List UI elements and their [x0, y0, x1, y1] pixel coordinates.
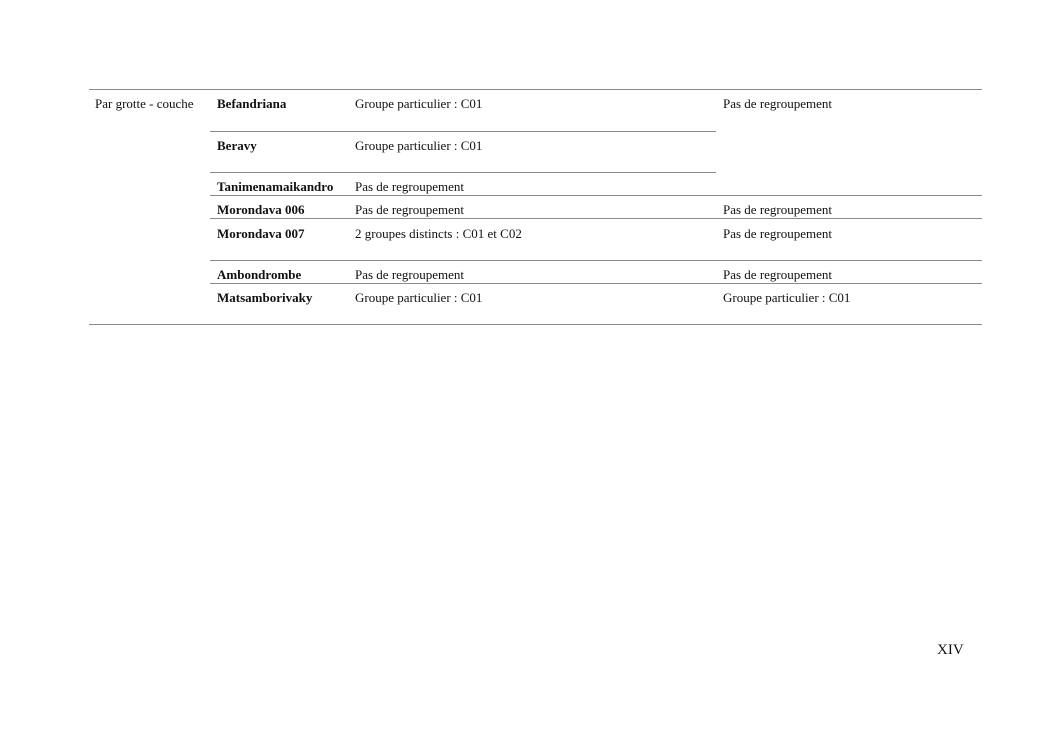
site-name: Beravy: [217, 138, 257, 153]
grouping-cell: Pas de regroupement: [723, 267, 833, 282]
grouping-cell: Pas de regroupement: [723, 202, 833, 217]
grouping-cell: Pas de regroupement: [355, 202, 465, 217]
table-top-rule: [89, 89, 982, 90]
row-divider: [210, 260, 982, 261]
grouping-cell: 2 groupes distincts : C01 et C02: [355, 226, 522, 241]
site-name: Ambondrombe: [217, 267, 302, 282]
row-divider: [210, 172, 716, 173]
grouping-cell: Pas de regroupement: [355, 179, 465, 194]
grouping-cell: Pas de regroupement: [355, 267, 465, 282]
grouping-cell: Groupe particulier : C01: [723, 290, 851, 305]
site-name: Morondava 006: [217, 202, 305, 217]
grouping-cell: Groupe particulier : C01: [355, 138, 483, 153]
page-number: XIV: [937, 642, 964, 658]
row-divider: [210, 283, 982, 284]
group-label: Par grotte - couche: [95, 96, 194, 111]
grouping-cell: Groupe particulier : C01: [355, 96, 483, 111]
grouping-cell: Pas de regroupement: [723, 96, 833, 111]
row-divider: [210, 131, 716, 132]
row-divider: [210, 218, 982, 219]
site-name: Morondava 007: [217, 226, 305, 241]
site-name: Tanimenamaikandro: [217, 179, 334, 194]
grouping-cell: Pas de regroupement: [723, 226, 833, 241]
table-bottom-rule: [89, 324, 982, 325]
site-name: Matsamborivaky: [217, 290, 313, 305]
grouping-cell: Groupe particulier : C01: [355, 290, 483, 305]
site-name: Befandriana: [217, 96, 287, 111]
row-divider: [210, 195, 982, 196]
